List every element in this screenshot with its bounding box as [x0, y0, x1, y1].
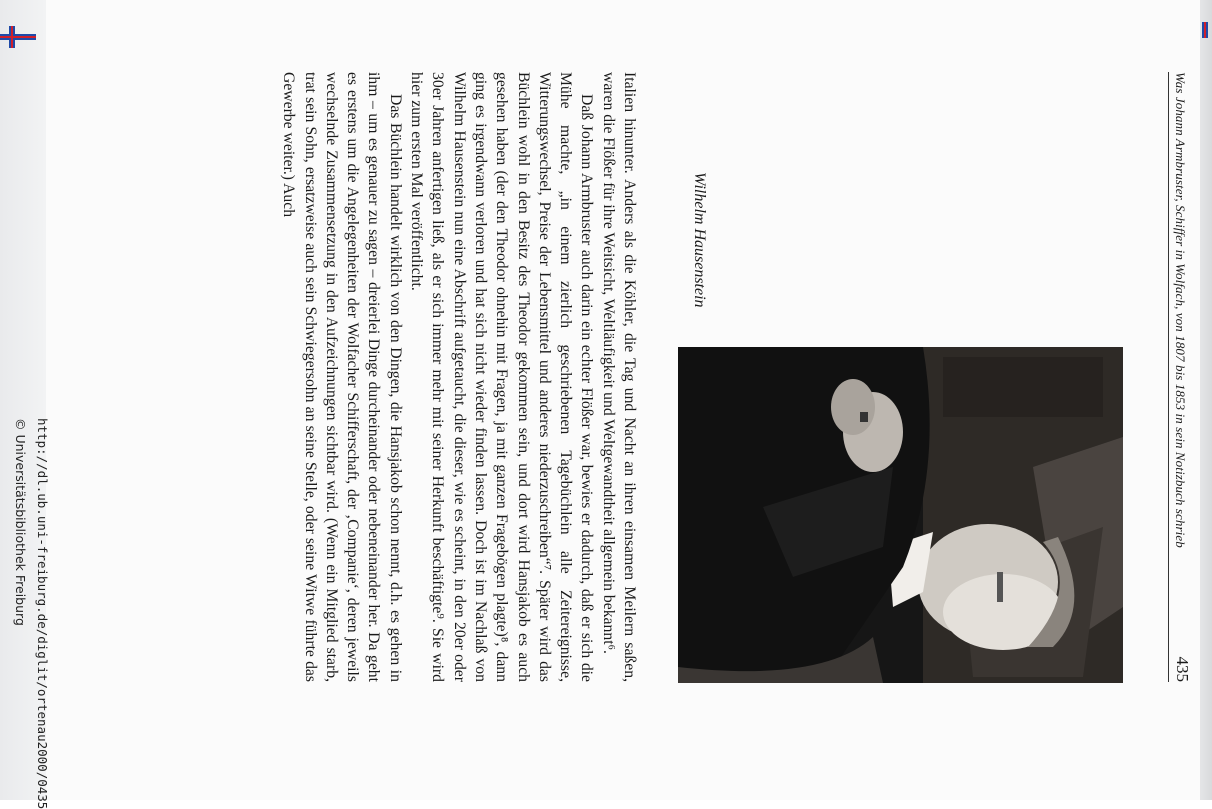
portrait-photo [678, 347, 1123, 683]
scanned-page [13, 0, 1200, 809]
paragraph: Daß Johann Armbruster auch darin ein echter Flößer war, bewies er dadurch, daß er sich die Mühe machte, „in einem zierlich geschriebenen Tagebüchlein alle Zeitereignisse, Witterungswechsel, Preise der Lebensmittel und anderes niederzuschreiben“⁷. Später wird das Büchlein wohl in den Besitz des Theodor gekommen sein, und dort wird Hansjakob es auch gesehen haben (der den Theodor ohnehin mit Fragen, ja mit ganzen Fragebögen plagte)⁸, dann ging es irgendwann verloren und hat sich nicht wieder finden lassen. Doch ist im Nachlaß von Wilhelm Hausenstein nun eine Abschrift aufgetaucht, die dieser, wie es scheint, in den 20er oder 30er Jahren anfertigen ließ, als er sich immer mehr mit seiner Herkunft beschäftigte⁹. Sie wird hier zum ersten Mal veröffentlicht. [408, 72, 596, 682]
paragraph: Das Büchlein handelt wirklich von den Dingen, die Hansjakob schon nennt, d.h. es gehen in ihm – um es genauer zu sagen – dreierlei Dinge durcheinander oder nebeneinander her. Da geht es erstens um die Angelegenheiten der Wolfacher Schifferschaft, der ‚Companie‘, deren jeweils wechselnde Zusammensetzung in den Aufzeichnungen sichtbar wird. (Wenn ein Mitglied starb, trat sein Sohn, ersatzweise auch sein Schwiegersohn an seine Stelle, oder seine Witwe führte das Gewerbe weiter.) Auch [280, 72, 404, 682]
portrait-image [678, 347, 1123, 683]
page-content [13, 0, 1200, 809]
copyright-notice: © Universitätsbibliothek Freiburg [13, 418, 28, 626]
page-number: 435 [1173, 656, 1192, 682]
viewer-right-margin [1200, 0, 1212, 800]
flag-icon [0, 26, 36, 48]
source-url[interactable]: http://dl.ub.uni-freiburg.de/diglit/ortenau2000/0435 [35, 418, 50, 809]
figure-caption: Wilhelm Hausenstein [691, 172, 708, 308]
running-title: Was Johann Armbruster, Schiffer in Wolfach, von 1807 bis 1853 in sein Notizbuch schrieb [1173, 72, 1188, 548]
body-text [278, 72, 640, 682]
running-header [1168, 72, 1192, 682]
flag-icon [1202, 22, 1208, 38]
paragraph: Italien hinunter. Anders als die Köhler, die Tag und Nacht an ihren einsamen Meilern saßen, waren die Flößer für ihre Weitsicht, Weltläufigkeit und Weltgewandtheit allgemein bekannt⁶. [599, 72, 638, 682]
